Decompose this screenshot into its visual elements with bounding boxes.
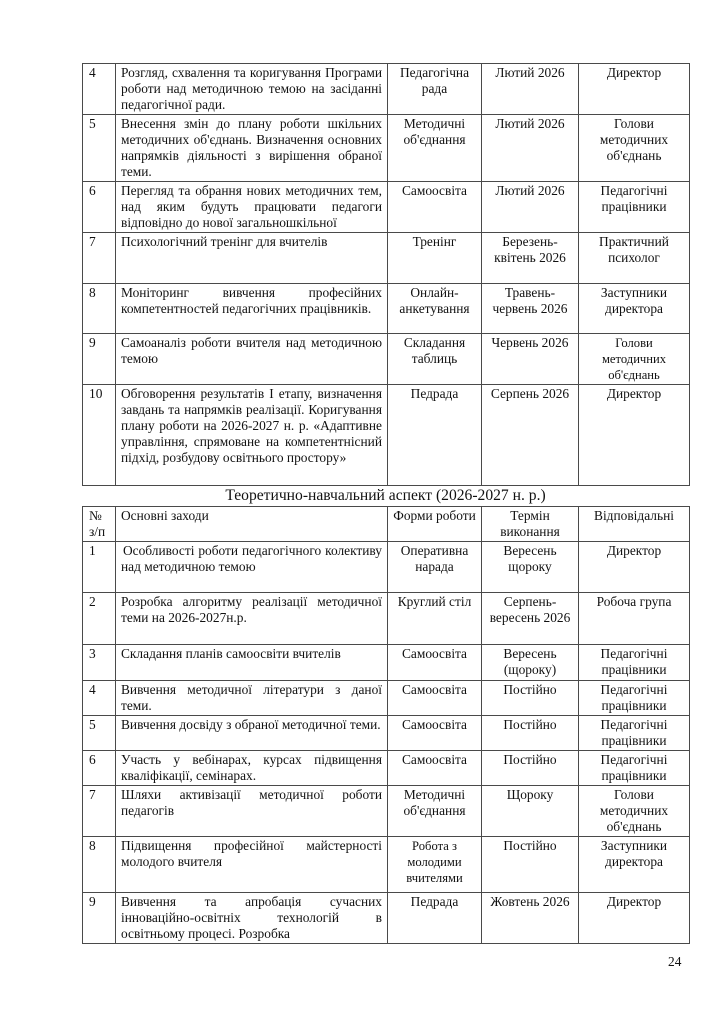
activity-cell: Обговорення результатів І етапу, визначення завдань та напрямків реалізації. Коригування плану роботи на 2026-2027 н. р. «Адаптивне управління, спрямоване на компетентнісний підхід, розбудову освітнього простору» xyxy=(116,385,388,486)
activity-cell: Шляхи активізації методичної роботи педагогів xyxy=(116,786,388,837)
activity-cell: Самоаналіз роботи вчителя над методичною темою xyxy=(116,334,388,385)
activity-cell: Психологічний тренінг для вчителів xyxy=(116,233,388,284)
document-page xyxy=(82,63,689,944)
row-number: 8 xyxy=(83,837,116,893)
table-row xyxy=(83,233,690,284)
activity-cell: Перегляд та обрання нових методичних тем, над яким будуть працювати педагоги відповідно до нової загальношкільної xyxy=(116,182,388,233)
responsible-cell: Заступники директора xyxy=(579,837,690,893)
plan-table-continued xyxy=(82,63,690,486)
row-number: 9 xyxy=(83,334,116,385)
form-cell: Самоосвіта xyxy=(388,681,482,716)
section-heading: Теоретично-навчальний аспект (2026-2027 н. р.) xyxy=(225,487,546,504)
responsible-cell: Голови методичних об'єднань xyxy=(579,115,690,182)
responsible-cell: Голови методичних об'єднань xyxy=(579,786,690,837)
term-cell: Постійно xyxy=(482,681,579,716)
activity-cell: Підвищення професійної майстерності молодого вчителя xyxy=(116,837,388,893)
responsible-cell: Заступники директора xyxy=(579,284,690,334)
form-cell: Онлайн-анкетування xyxy=(388,284,482,334)
form-cell: Педагогічна рада xyxy=(388,64,482,115)
activity-cell: Участь у вебінарах, курсах підвищення кваліфікації, семінарах. xyxy=(116,751,388,786)
form-cell: Круглий стіл xyxy=(388,593,482,645)
row-number: 10 xyxy=(83,385,116,486)
form-cell: Тренінг xyxy=(388,233,482,284)
term-cell: Вересень (щороку) xyxy=(482,645,579,681)
form-cell: Самоосвіта xyxy=(388,182,482,233)
activity-cell: Внесення змін до плану роботи шкільних методичних об'єднань. Визначення основних напрямків діяльності з вирішення обраної теми. xyxy=(116,115,388,182)
row-number: 5 xyxy=(83,716,116,751)
responsible-cell: Педагогічні працівники xyxy=(579,645,690,681)
header-responsible: Відповідальні xyxy=(579,507,690,542)
term-cell: Жовтень 2026 xyxy=(482,893,579,944)
row-number: 7 xyxy=(83,786,116,837)
table-row xyxy=(83,681,690,716)
table-row xyxy=(83,385,690,486)
table-row xyxy=(83,751,690,786)
responsible-cell: Педагогічні працівники xyxy=(579,681,690,716)
form-cell: Педрада xyxy=(388,385,482,486)
term-cell: Лютий 2026 xyxy=(482,115,579,182)
responsible-cell: Педагогічні працівники xyxy=(579,182,690,233)
form-cell: Робота з молодими вчителями xyxy=(388,837,482,893)
table-row xyxy=(83,837,690,893)
table-row xyxy=(83,64,690,115)
term-cell: Вересень щороку xyxy=(482,542,579,593)
page-number: 24 xyxy=(668,954,682,969)
row-number: 8 xyxy=(83,284,116,334)
term-cell: Постійно xyxy=(482,837,579,893)
form-cell: Оперативна нарада xyxy=(388,542,482,593)
term-cell: Травень-червень 2026 xyxy=(482,284,579,334)
activity-cell: Вивчення досвіду з обраної методичної теми. xyxy=(116,716,388,751)
row-number: 4 xyxy=(83,681,116,716)
table-row xyxy=(83,284,690,334)
term-cell: Березень-квітень 2026 xyxy=(482,233,579,284)
term-cell: Постійно xyxy=(482,751,579,786)
theoretical-aspect-table xyxy=(82,506,690,944)
term-cell: Серпень 2026 xyxy=(482,385,579,486)
header-term: Термін виконання xyxy=(482,507,579,542)
responsible-cell: Директор xyxy=(579,542,690,593)
header-form: Форми роботи xyxy=(388,507,482,542)
header-activity: Основні заходи xyxy=(116,507,388,542)
responsible-cell: Директор xyxy=(579,385,690,486)
table-row xyxy=(83,645,690,681)
term-cell: Щороку xyxy=(482,786,579,837)
row-number: 7 xyxy=(83,233,116,284)
table-row xyxy=(83,786,690,837)
activity-cell: Складання планів самоосвіти вчителів xyxy=(116,645,388,681)
row-number: 6 xyxy=(83,182,116,233)
form-cell: Педрада xyxy=(388,893,482,944)
activity-cell: Вивчення та апробація сучасних інноваційно-освітніх технологій в освітньому процесі. Розробка xyxy=(116,893,388,944)
row-number: 9 xyxy=(83,893,116,944)
responsible-cell: Педагогічні працівники xyxy=(579,751,690,786)
form-cell: Самоосвіта xyxy=(388,716,482,751)
table-row xyxy=(83,115,690,182)
row-number: 5 xyxy=(83,115,116,182)
term-cell: Серпень-вересень 2026 xyxy=(482,593,579,645)
table-row xyxy=(83,893,690,944)
term-cell: Лютий 2026 xyxy=(482,182,579,233)
row-number: 4 xyxy=(83,64,116,115)
activity-cell: Розробка алгоритму реалізації методичної теми на 2026-2027н.р. xyxy=(116,593,388,645)
table-row xyxy=(83,182,690,233)
table-row xyxy=(83,542,690,593)
header-number: № з/п xyxy=(83,507,116,542)
term-cell: Лютий 2026 xyxy=(482,64,579,115)
form-cell: Самоосвіта xyxy=(388,645,482,681)
form-cell: Методичні об'єднання xyxy=(388,115,482,182)
row-number: 6 xyxy=(83,751,116,786)
responsible-cell: Педагогічні працівники xyxy=(579,716,690,751)
table-row xyxy=(83,334,690,385)
term-cell: Постійно xyxy=(482,716,579,751)
table-header-row xyxy=(83,507,690,542)
responsible-cell: Практичний психолог xyxy=(579,233,690,284)
responsible-cell: Робоча група xyxy=(579,593,690,645)
form-cell: Самоосвіта xyxy=(388,751,482,786)
activity-cell: Вивчення методичної літератури з даної теми. xyxy=(116,681,388,716)
responsible-cell: Директор xyxy=(579,64,690,115)
activity-cell: Моніторинг вивчення професійних компетентностей педагогічних працівників. xyxy=(116,284,388,334)
responsible-cell: Директор xyxy=(579,893,690,944)
table-row xyxy=(83,716,690,751)
activity-cell: Розгляд, схвалення та коригування Програми роботи над методичною темою на засіданні педагогічної ради. xyxy=(116,64,388,115)
row-number: 1 xyxy=(83,542,116,593)
table-row xyxy=(83,593,690,645)
row-number: 3 xyxy=(83,645,116,681)
term-cell: Червень 2026 xyxy=(482,334,579,385)
form-cell: Складання таблиць xyxy=(388,334,482,385)
activity-cell: Особливості роботи педагогічного колективу над методичною темою xyxy=(116,542,388,593)
form-cell: Методичні об'єднання xyxy=(388,786,482,837)
responsible-cell: Голови методичних об'єднань xyxy=(579,334,690,385)
row-number: 2 xyxy=(83,593,116,645)
